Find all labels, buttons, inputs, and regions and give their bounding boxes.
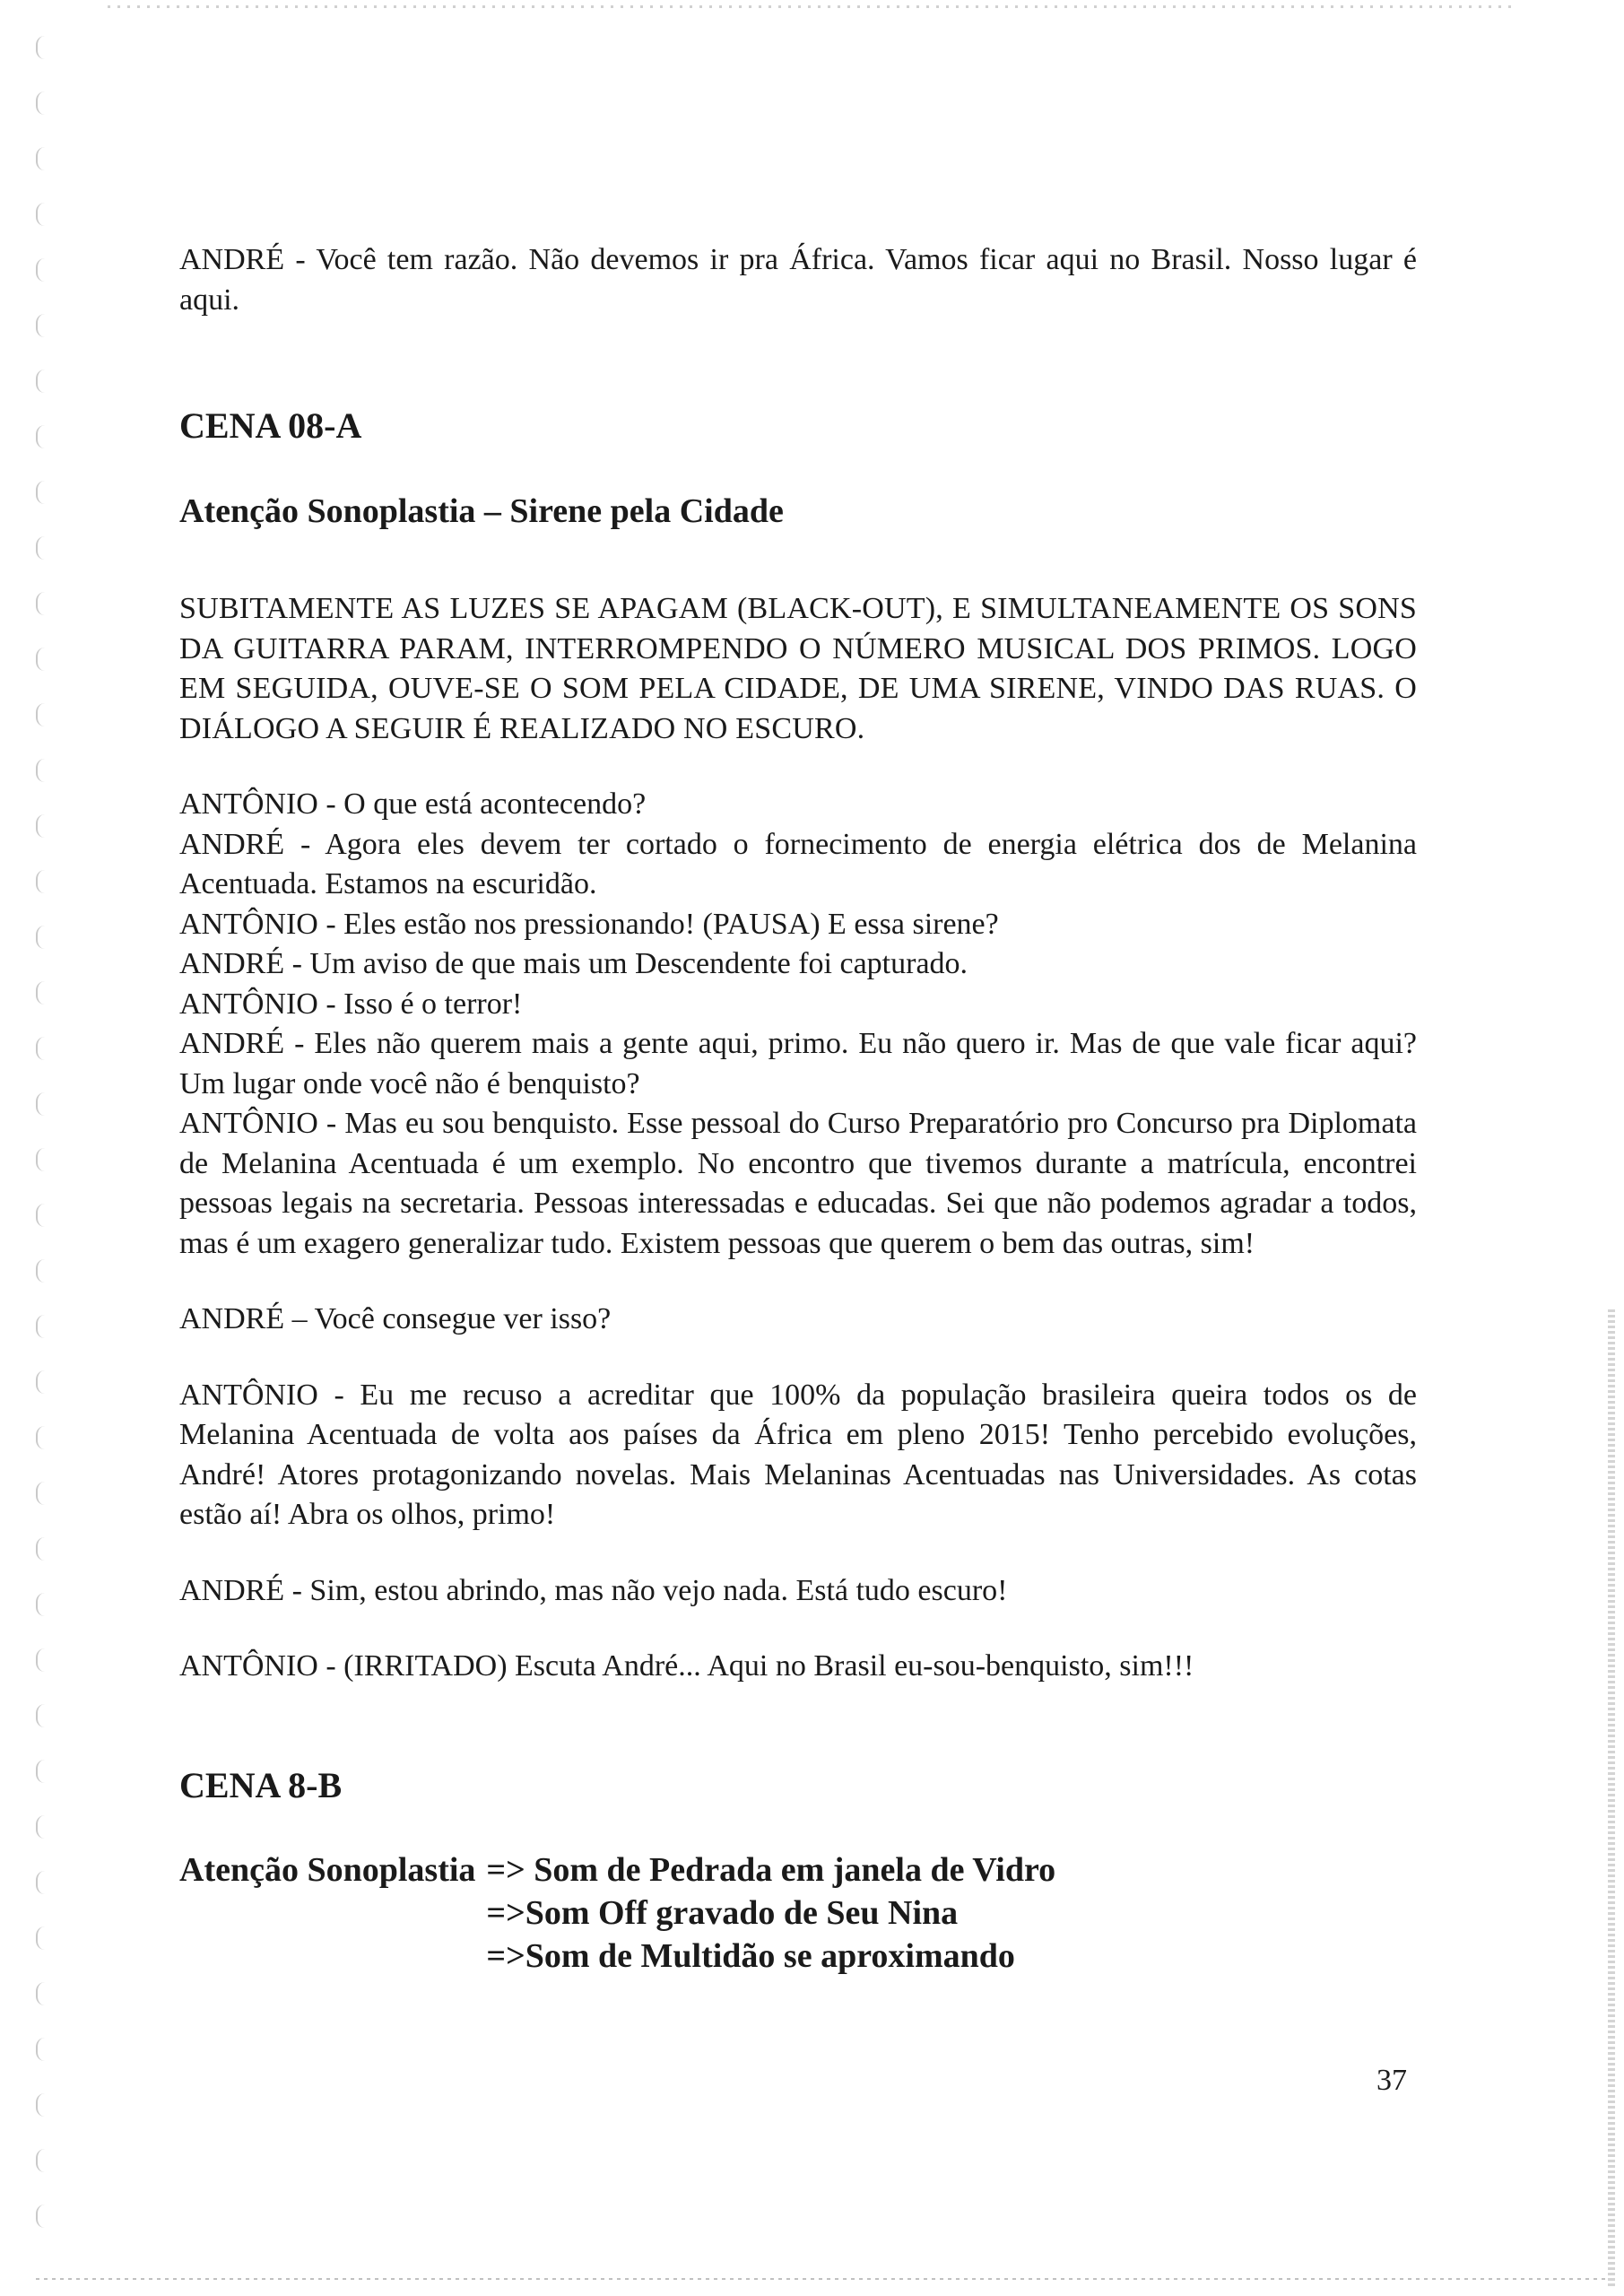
binder-mark bbox=[36, 1648, 48, 1672]
binder-mark bbox=[36, 1315, 48, 1338]
binder-mark bbox=[36, 1426, 48, 1449]
binder-mark bbox=[36, 2205, 48, 2228]
binder-mark bbox=[36, 481, 48, 504]
binder-mark bbox=[36, 36, 48, 59]
sonoplastia-cues-8b bbox=[179, 1848, 1417, 1978]
dialogue-line: ANDRÉ - Agora eles devem ter cortado o fornecimento de energia elétrica dos de Melanina Acentuada. Estamos na escuridão. bbox=[179, 827, 1417, 900]
andre-question: ANDRÉ – Você consegue ver isso? bbox=[179, 1302, 612, 1335]
script-content bbox=[179, 240, 1417, 1978]
binder-mark bbox=[36, 1037, 48, 1060]
binder-mark bbox=[36, 2038, 48, 2061]
scene-title-8b: CENA 8-B bbox=[179, 1764, 343, 1805]
binder-mark bbox=[36, 1148, 48, 1171]
sound-cue: =>Som de Multidão se aproximando bbox=[486, 1936, 1015, 1975]
binder-mark bbox=[36, 1982, 48, 2005]
binder-mark bbox=[36, 314, 48, 337]
binder-mark bbox=[36, 2149, 48, 2172]
sonoplastia-cue-sirene: Atenção Sonoplastia – Sirene pela Cidade bbox=[179, 492, 784, 530]
binder-mark bbox=[36, 425, 48, 448]
binder-mark bbox=[36, 1482, 48, 1505]
binder-mark bbox=[36, 981, 48, 1004]
binder-mark bbox=[36, 1593, 48, 1616]
binder-mark bbox=[36, 1537, 48, 1561]
andre-line-intro: ANDRÉ - Você tem razão. Não devemos ir pra África. Vamos ficar aqui no Brasil. Nosso lugar é aqui. bbox=[179, 243, 1417, 317]
dialogue-line: ANTÔNIO - O que está acontecendo? bbox=[179, 787, 647, 821]
binder-mark bbox=[36, 814, 48, 838]
binder-mark bbox=[36, 1370, 48, 1394]
binder-mark bbox=[36, 1871, 48, 1894]
dialogue-line: ANTÔNIO - Eles estão nos pressionando! (PAUSA) E essa sirene? bbox=[179, 907, 999, 941]
dialogue-line: ANDRÉ - Eles não querem mais a gente aqui, primo. Eu não quero ir. Mas de que vale ficar aqui? Um lugar onde você não é benquisto? bbox=[179, 1027, 1417, 1100]
binder-hole-marks bbox=[27, 36, 63, 2260]
stage-direction: SUBITAMENTE AS LUZES SE APAGAM (BLACK-OUT), E SIMULTANEAMENTE OS SONS DA GUITARRA PARAM, INTERROMPENDO O NÚMERO MUSICAL DOS PRIMOS. LOGO EM SEGUIDA, OUVE-SE O SOM PELA CIDADE, DE UMA SIRENE, VINDO DAS RUAS. O DIÁLOGO A SEGUIR É REALIZADO NO ESCURO. bbox=[179, 592, 1417, 745]
binder-mark bbox=[36, 1259, 48, 1283]
sonoplastia-label: Atenção Sonoplastia bbox=[179, 1850, 476, 1889]
antonio-final: ANTÔNIO - (IRRITADO) Escuta André... Aqui no Brasil eu-sou-benquisto, sim!!! bbox=[179, 1649, 1194, 1683]
sound-cue: =>Som Off gravado de Seu Nina bbox=[486, 1893, 959, 1932]
binder-mark bbox=[36, 703, 48, 726]
scan-top-edge bbox=[108, 5, 1516, 8]
binder-mark bbox=[36, 926, 48, 949]
binder-mark bbox=[36, 1760, 48, 1783]
binder-mark bbox=[36, 870, 48, 893]
binder-mark bbox=[36, 91, 48, 115]
binder-mark bbox=[36, 648, 48, 671]
dialogue-line: ANTÔNIO - Isso é o terror! bbox=[179, 987, 523, 1021]
binder-mark bbox=[36, 1092, 48, 1116]
sound-cue: => Som de Pedrada em janela de Vidro bbox=[486, 1850, 1056, 1889]
dialogue-block bbox=[179, 785, 1417, 1264]
binder-mark bbox=[36, 203, 48, 226]
binder-mark bbox=[36, 147, 48, 170]
binder-mark bbox=[36, 1204, 48, 1227]
binder-mark bbox=[36, 1704, 48, 1727]
binder-mark bbox=[36, 536, 48, 560]
antonio-speech: ANTÔNIO - Eu me recuso a acreditar que 100% da população brasileira queira todos os de Melanina Acentuada de volta aos países da África em pleno 2015! Tenho percebido evoluções, André! Atores protagonizando novelas. Mais Melaninas Acentuadas nas Universidades. As cotas estão aí! Abra os olhos, primo! bbox=[179, 1378, 1417, 1531]
binder-mark bbox=[36, 258, 48, 282]
binder-mark bbox=[36, 2093, 48, 2117]
dialogue-line: ANDRÉ - Um aviso de que mais um Descendente foi capturado. bbox=[179, 947, 968, 980]
andre-reply: ANDRÉ - Sim, estou abrindo, mas não vejo nada. Está tudo escuro! bbox=[179, 1573, 1008, 1607]
binder-mark bbox=[36, 1926, 48, 1950]
binder-mark bbox=[36, 592, 48, 615]
binder-mark bbox=[36, 370, 48, 393]
scene-title-08a: CENA 08-A bbox=[179, 405, 362, 446]
scan-right-edge bbox=[1608, 1309, 1615, 2287]
scan-bottom-edge bbox=[36, 2278, 1606, 2280]
binder-mark bbox=[36, 759, 48, 782]
dialogue-line: ANTÔNIO - Mas eu sou benquisto. Esse pessoal do Curso Preparatório pro Concurso pra Diplomata de Melanina Acentuada é um exemplo. No encontro que tivemos durante a matrícula, encontrei pessoas legais na secretaria. Pessoas interessadas e educadas. Sei que não podemos agradar a todos, mas é um exagero generalizar tudo. Existem pessoas que querem o bem das outras, sim! bbox=[179, 1107, 1417, 1260]
page-number: 37 bbox=[1376, 2064, 1407, 2097]
binder-mark bbox=[36, 1815, 48, 1839]
